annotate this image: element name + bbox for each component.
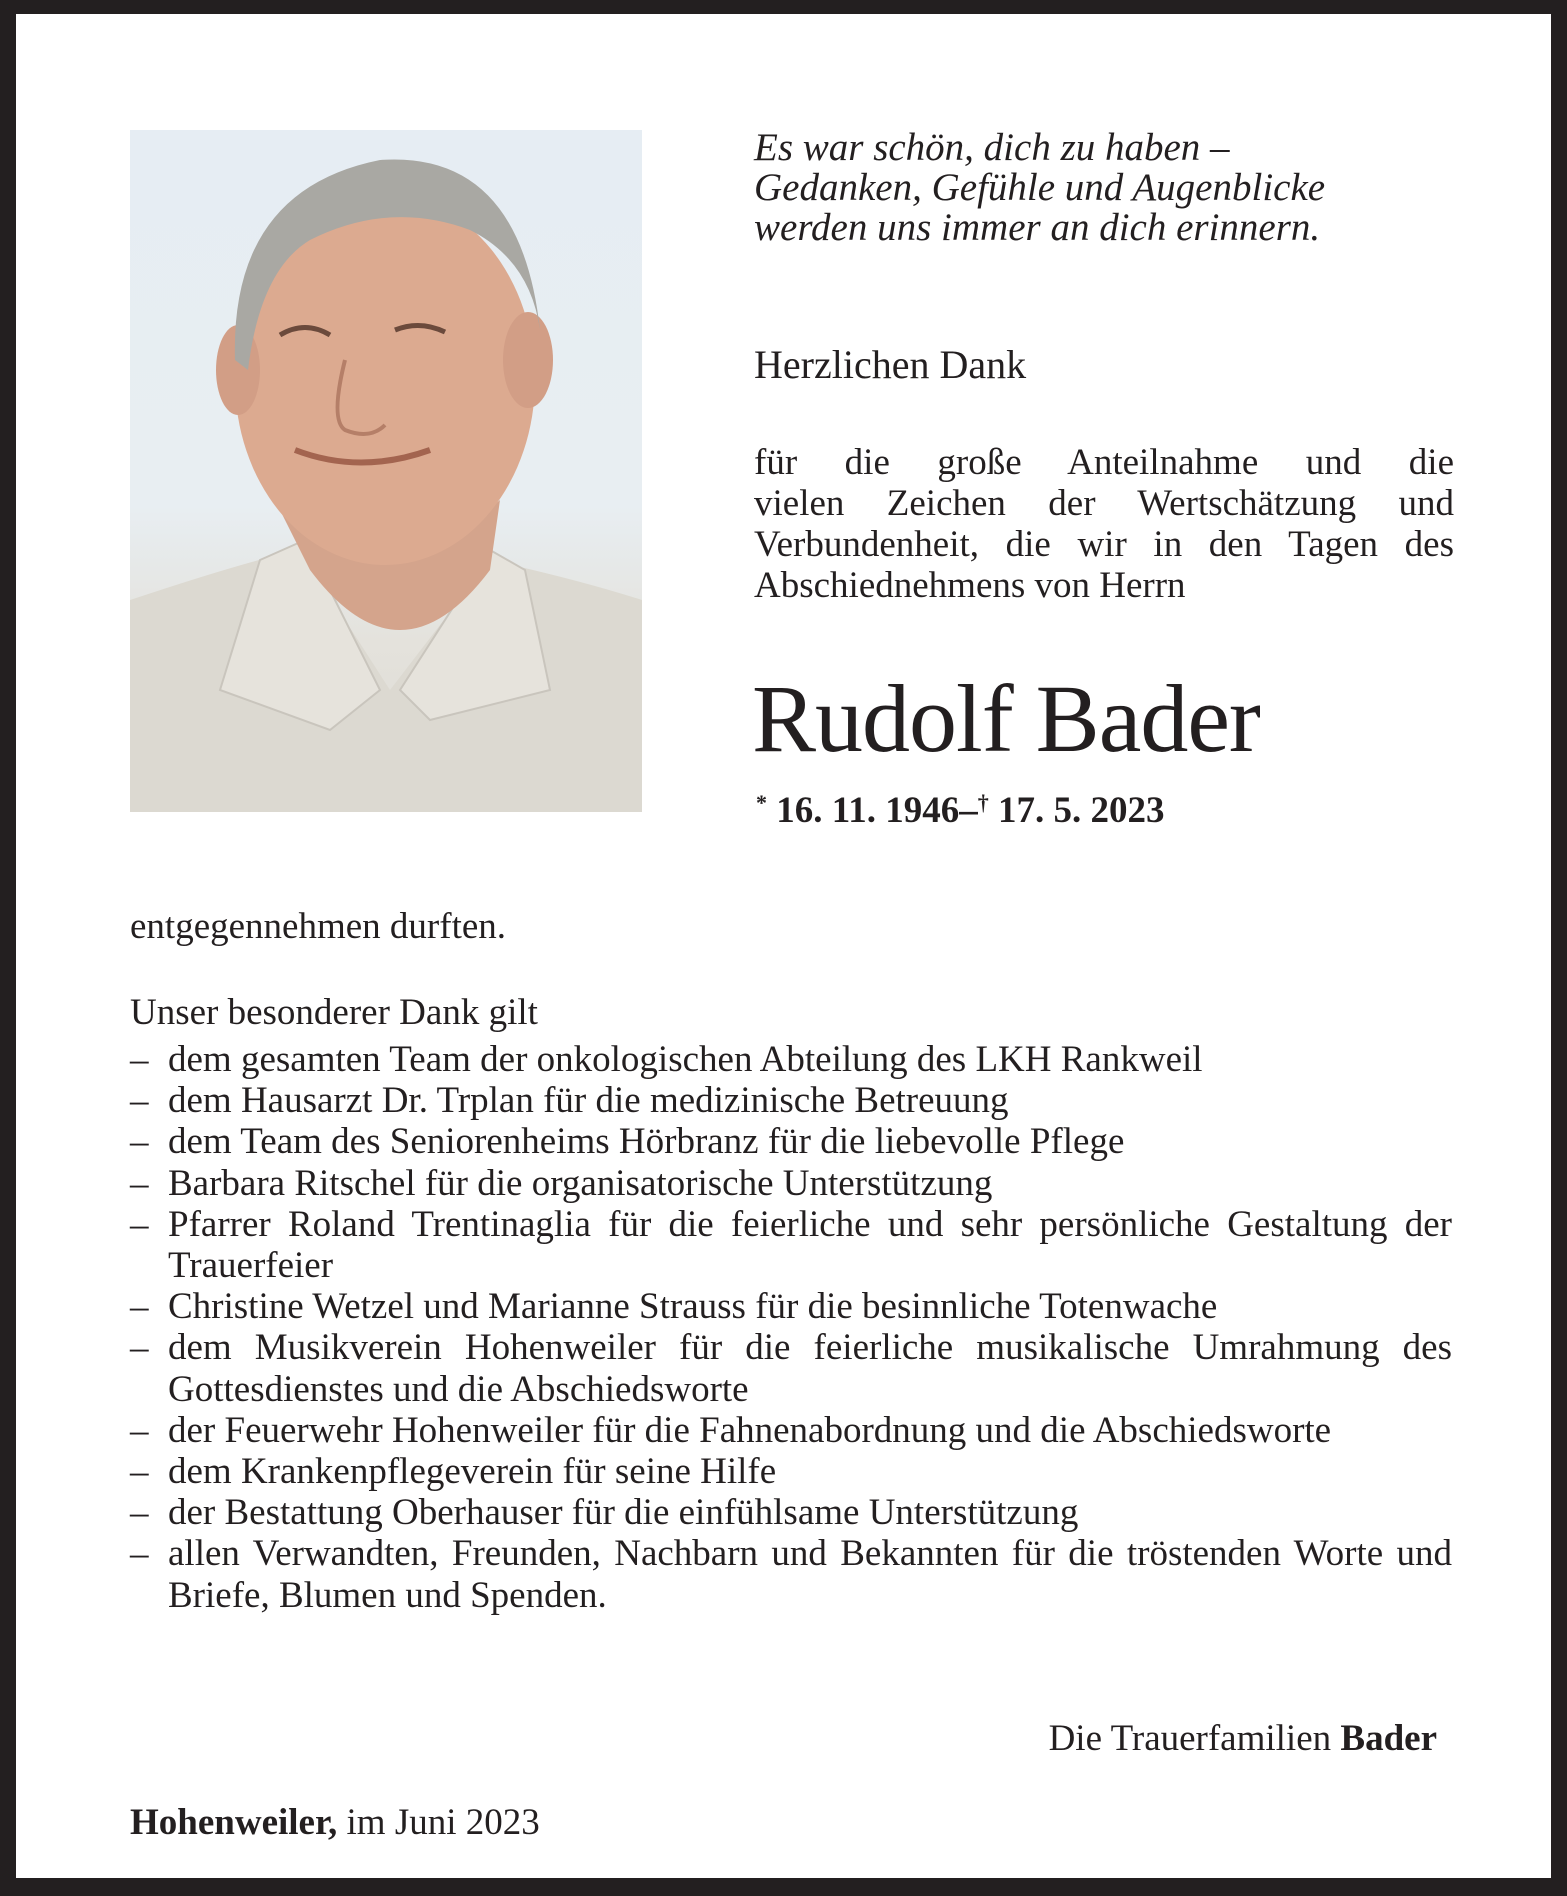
list-item-text: dem Team des Seniorenheims Hörbranz für die liebevolle Pflege: [168, 1121, 1125, 1163]
death-cross-icon: †: [977, 790, 989, 815]
dash-bullet: –: [130, 1162, 149, 1204]
intro-continuation: entgegennehmen durften.: [130, 906, 507, 947]
intro-line: Verbundenheit, die wir in den Tagen des: [754, 524, 1454, 565]
place-and-date: [130, 1801, 540, 1844]
dash-bullet: –: [130, 1203, 149, 1245]
thanks-list: [130, 1039, 1452, 1616]
list-item-text: dem gesamten Team der onkologischen Abteilung des LKH Rankweil: [168, 1039, 1203, 1080]
signature-prefix: Die Trauerfamilien: [1048, 1718, 1332, 1759]
portrait-photo: [130, 130, 642, 812]
portrait-illustration: [130, 130, 642, 812]
motto-line: Gedanken, Gefühle und Augenblicke: [754, 166, 1326, 209]
dash-bullet: –: [130, 1080, 149, 1122]
obituary-card: [16, 14, 1551, 1878]
intro-line: für die große Anteilnahme und die: [754, 442, 1454, 483]
list-item-text: dem Hausarzt Dr. Trplan für die medizinische Betreuung: [168, 1080, 1009, 1122]
list-item: [130, 1533, 1452, 1615]
list-item: [130, 1204, 1452, 1286]
dash-bullet: –: [130, 1492, 149, 1534]
list-item-text: dem Musikverein Hohenweiler für die feierliche musikalische Umrahmung des Gottesdienstes und die Abschiedsworte: [168, 1327, 1452, 1410]
birth-date: 16. 11. 1946: [776, 790, 960, 831]
list-item: [130, 1492, 1452, 1533]
special-thanks-heading: Unser besonderer Dank gilt: [130, 992, 538, 1033]
list-item: [130, 1410, 1452, 1451]
dash-bullet: –: [130, 1121, 149, 1163]
list-item: [130, 1286, 1452, 1327]
intro-paragraph: [754, 442, 1454, 606]
motto-line: werden uns immer an dich erinnern.: [754, 206, 1321, 249]
dash-bullet: –: [130, 1533, 149, 1575]
dash-bullet: –: [130, 1409, 149, 1451]
dash-bullet: –: [130, 1039, 149, 1080]
place: Hohenweiler,: [130, 1802, 338, 1843]
life-dates: [756, 789, 1164, 832]
list-item-text: der Bestattung Oberhauser für die einfühlsame Unterstützung: [168, 1492, 1079, 1534]
signature-family: Bader: [1340, 1718, 1437, 1759]
intro-line: Abschiednehmens von Herrn: [754, 565, 1186, 606]
date: im Juni 2023: [346, 1802, 540, 1843]
list-item: [130, 1039, 1452, 1080]
motto-line: Es war schön, dich zu haben –: [754, 126, 1230, 169]
thanks-heading: Herzlichen Dank: [754, 342, 1027, 387]
list-item: [130, 1451, 1452, 1492]
list-item-text: dem Krankenpflegeverein für seine Hilfe: [168, 1451, 777, 1493]
death-date: 17. 5. 2023: [997, 790, 1165, 831]
list-item: [130, 1080, 1452, 1121]
motto-quote: [754, 128, 1325, 248]
list-item-text: Christine Wetzel und Marianne Strauss für die besinnliche Totenwache: [168, 1286, 1218, 1328]
deceased-name: Rudolf Bader: [752, 665, 1260, 772]
signature: [1049, 1717, 1437, 1760]
dash-bullet: –: [130, 1451, 149, 1493]
intro-line: vielen Zeichen der Wertschätzung und: [754, 483, 1454, 524]
list-item: [130, 1121, 1452, 1162]
list-item: [130, 1327, 1452, 1409]
date-separator: –: [959, 790, 978, 831]
list-item-text: Pfarrer Roland Trentinaglia für die feierliche und sehr persönliche Gestaltung der Trauerfeier: [168, 1203, 1452, 1287]
list-item-text: Barbara Ritschel für die organisatorische Unterstützung: [168, 1162, 993, 1204]
birth-star-icon: *: [756, 790, 767, 815]
list-item-text: allen Verwandten, Freunden, Nachbarn und Bekannten für die tröstenden Worte und Briefe, Blumen und Spenden.: [168, 1533, 1452, 1616]
list-item-text: der Feuerwehr Hohenweiler für die Fahnenabordnung und die Abschiedsworte: [168, 1409, 1332, 1451]
dash-bullet: –: [130, 1286, 149, 1328]
dash-bullet: –: [130, 1327, 149, 1369]
list-item: [130, 1163, 1452, 1204]
